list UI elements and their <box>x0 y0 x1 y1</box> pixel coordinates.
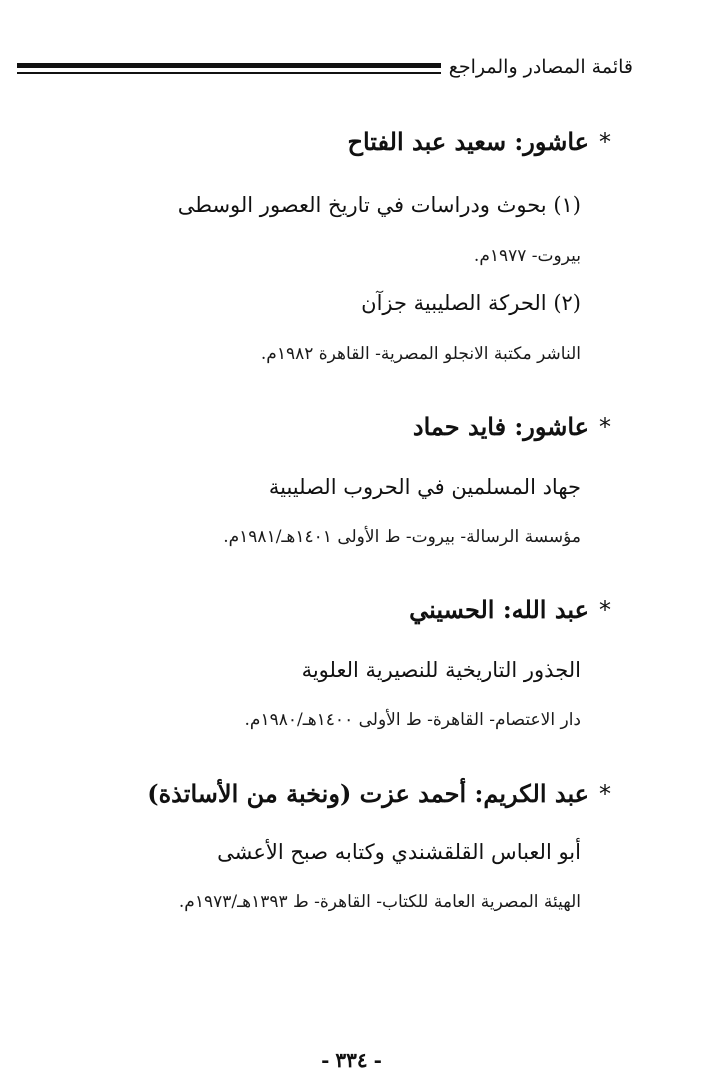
asterisk-icon: * <box>599 780 611 808</box>
entry-author <box>347 128 611 157</box>
running-header-title: قائمة المصادر والمراجع <box>448 56 633 78</box>
work-title: أبو العباس القلقشندي وكتابه صبح الأعشى <box>217 840 581 864</box>
asterisk-icon: * <box>599 128 611 156</box>
author-name: عاشور: سعيد عبد الفتاح <box>347 127 589 156</box>
publication-info: مؤسسة الرسالة- بيروت- ط الأولى ١٤٠١هـ/١٩٨١م. <box>223 527 581 547</box>
entry-author <box>413 413 611 442</box>
page-number-value: ٣٣٤ <box>335 1048 368 1072</box>
page-number <box>0 1048 703 1072</box>
author-name: عاشور: فايد حماد <box>412 412 589 441</box>
header-rule-thick <box>17 63 441 68</box>
publication-info: بيروت- ١٩٧٧م. <box>473 246 581 266</box>
entry-author <box>409 596 611 625</box>
publication-info: الهيئة المصرية العامة للكتاب- القاهرة- ط ١٣٩٣هـ/١٩٧٣م. <box>178 892 581 912</box>
header-rule-thin <box>17 72 441 74</box>
publication-info: دار الاعتصام- القاهرة- ط الأولى ١٤٠٠هـ/١٩٨٠م. <box>244 710 581 730</box>
work-title: الجذور التاريخية للنصيرية العلوية <box>301 658 581 682</box>
asterisk-icon: * <box>599 596 611 624</box>
work-title: (٢) الحركة الصليبية جزآن <box>361 291 581 315</box>
header-double-rule <box>17 63 441 81</box>
work-title: جهاد المسلمين في الحروب الصليبية <box>268 475 581 499</box>
author-name: عبد الكريم: أحمد عزت (ونخبة من الأساتذة) <box>147 779 589 808</box>
page-number-dash: - <box>321 1048 330 1072</box>
page-number-dash: - <box>373 1048 382 1072</box>
entry-author <box>147 780 611 809</box>
publication-info: الناشر مكتبة الانجلو المصرية- القاهرة ١٩٨٢م. <box>260 344 581 364</box>
author-name: عبد الله: الحسيني <box>409 595 589 624</box>
asterisk-icon: * <box>599 413 611 441</box>
work-title: (١) بحوث ودراسات في تاريخ العصور الوسطى <box>177 193 581 217</box>
